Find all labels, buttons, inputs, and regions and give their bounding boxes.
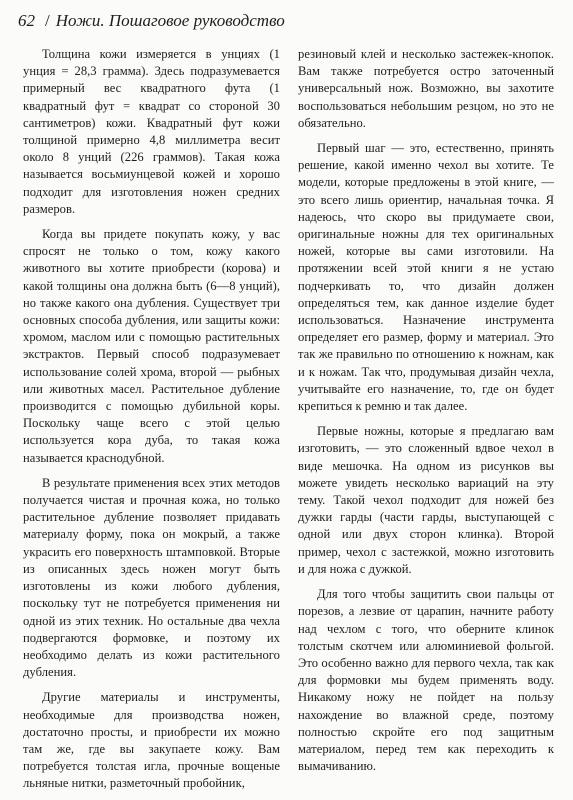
paragraph: Для того чтобы защитить свои пальцы от порезов, а лезвие от царапин, начните работу над чехлом с того, что оберните клинок толстым скотчем или алюминиевой фольгой. Это особенно важно для первого чехла, так как для формовки мы будем применять воду. Никакому ножу не пойдет на пользу нахождение во влажной среде, поэтому полностью скройте его под защитным материалом, перед тем как переходить к вымачиванию. [298,587,554,774]
header-separator: / [45,11,50,30]
paragraph-continued: резиновый клей и несколько застежек-кнопок. Вам также потребуется остро заточенный универсальный нож. Возможно, вы захотите воспользоваться небольшим резцом, но это не обязательно. [298,47,554,130]
paragraph: Когда вы придете покупать кожу, у вас спросят не только о том, кожу какого животного вы хотите приобрести (корова) и какой толщины она должна быть (6—8 унций), но также какого она дубления. Существует три основных способа дубления, или защиты кожи: хромом, маслом или с помощью растительных экстрактов. Первый способ подразумевает использование солей хрома, второй — рыбных или животных масел. Растительное дубление производится с помощью дубильной коры. Поскольку чаще всего с этой целью используется кора дуба, то такая кожа называется краснодубной. [23,227,280,465]
left-column [23,46,280,794]
paragraph: Первые ножны, которые я предлагаю вам изготовить, — это сложенный вдвое чехол в виде мешочка. На одном из рисунков вы можете увидеть несколько вариаций на эту тему. Такой чехол подходит для ножей без дужки гарды (части гарды, выступающей с одной или двух сторон клинка). Второй пример, чехол с застежкой, можно изготовить и для ножа с дужкой. [298,424,554,576]
paragraph: В результате применения всех этих методов получается чистая и прочная кожа, но только растительное дубление позволяет придавать материалу форму, пока он мокрый, а также украсить его поверхность штамповкой. Вторые из описанных здесь ножен могут быть изготовлены из кожи любого дубления, поскольку тут не потребуется применения ни одной из этих техник. Но остальные два чехла подвергаются формовке, и поэтому их необходимо делать из кожи растительного дубления. [23,475,280,680]
page-number: 62 [18,11,35,30]
paragraph: Первый шаг — это, естественно, принять решение, какой именно чехол вы хотите. Те модели, которые предложены в этой книге, — это всего лишь ориентир, начальная точка. Я надеюсь, что скоро вы придумаете свои, оригинальные ножны для тех оригинальных ножей, которые вы сами изготовили. На протяжении всей этой книги я не устаю подчеркивать то, что дизайн должен определяться тем, как данное изделие будет использоваться. Назначение инструмента определяет его размер, форму и материал. Это так же правильно по отношению к ножнам, как и к ножам. Так что, продумывая дизайн чехла, учитывайте его назначение, то, где он будет крепиться к ремню и так далее. [298,141,554,414]
paragraph: Другие материалы и инструменты, необходимые для производства ножен, достаточно просты, и приобрести их можно там же, где вы закупаете кожу. Вам потребуется толстая игла, прочные вощеные льняные нитки, разметочный пробойник, [23,690,280,791]
running-header [18,10,538,32]
right-column [298,46,554,794]
paragraph: Толщина кожи измеряется в унциях (1 унция = 28,3 грамма). Здесь подразумевается примерный вес квадратного фута (1 квадратный фут = квадрат со стороной 30 сантиметров) кожи. Квадратный фут кожи толщиной примерно 4,8 миллиметра весит около 8 унций (226 граммов). Такая кожа называется восьмиунцевой кожей и хорошо подходит для изготовления ножен средних размеров. [23,47,280,216]
book-title: Ножи. Пошаговое руководство [55,11,285,30]
